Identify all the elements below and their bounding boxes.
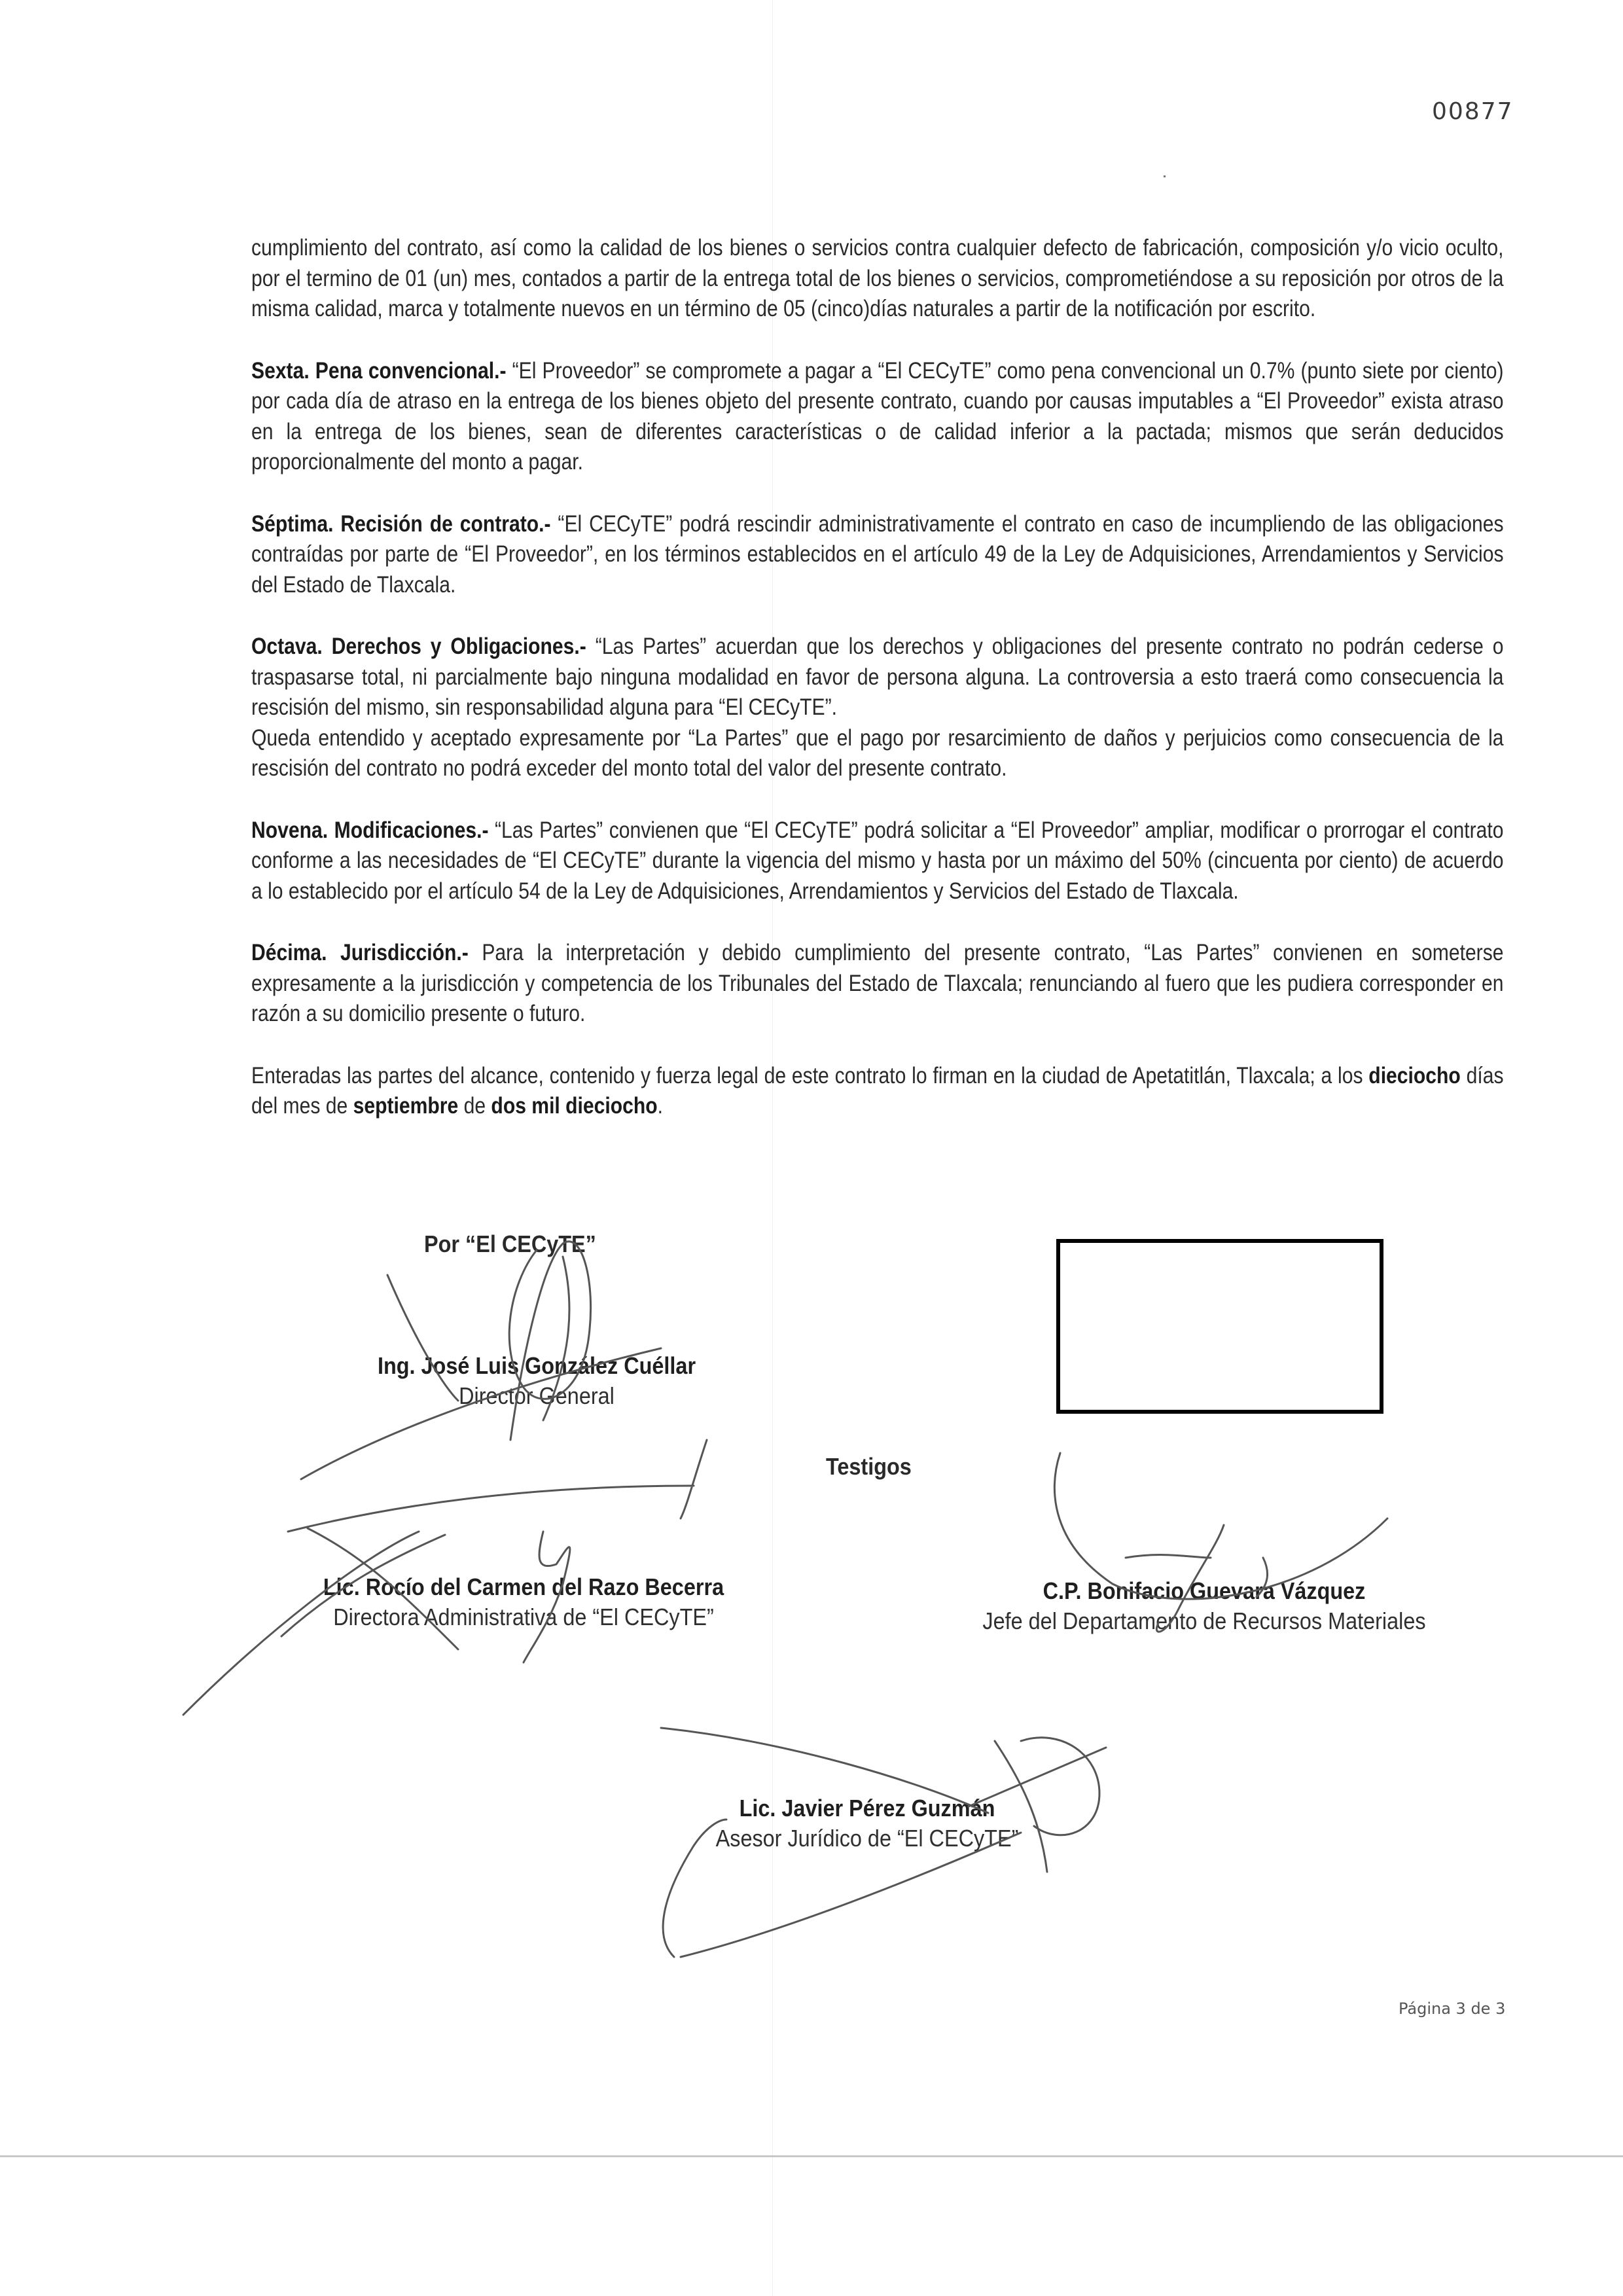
closing-text: días del mes de (251, 1062, 1504, 1119)
closing-text: Enteradas las partes del alcance, contenido y fuerza legal de este contrato lo firman en la ciudad de Apetatitlán, Tlaxcala; a los (251, 1062, 1369, 1088)
signature-block-admin (262, 1572, 785, 1632)
clause-heading: Octava. Derechos y Obligaciones.- (251, 634, 586, 659)
clause-heading: Novena. Modificaciones.- (251, 817, 489, 843)
closing-month: septiembre (353, 1093, 459, 1119)
clause-quinta-continuation (251, 233, 1504, 325)
por-cecyte-label: Por “El CECyTE” (424, 1230, 596, 1257)
clause-decima (251, 938, 1504, 1030)
signatory-role: Directora Administrativa de “El CECyTE” (333, 1604, 714, 1630)
contract-body (251, 233, 1504, 1153)
closing-year: dos mil dieciocho (491, 1093, 658, 1119)
closing-day: dieciocho (1368, 1062, 1461, 1088)
clause-text-continued: Queda entendido y aceptado expresamente por “La Partes” que el pago por resarcimiento de daños y perjuicios como consecuencia de la rescisión del contrato no podrá exceder del monto total del valor del presente contrato. (251, 725, 1504, 781)
signatory-name: C.P. Bonifacio Guevara Vázquez (1043, 1577, 1366, 1604)
closing-text: . (657, 1093, 664, 1119)
signatory-role: Asesor Jurídico de “El CECyTE” (715, 1825, 1019, 1852)
signatory-role: Director General (459, 1382, 615, 1409)
scan-speck (1164, 175, 1166, 177)
clause-text: cumplimiento del contrato, así como la calidad de los bienes o servicios contra cualquier defecto de fabricación, composición y/o vicio oculto, por el termino de 01 (un) mes, contados a partir de la entrega total de los bienes o servicios, comprometiéndose a su reposición por otros de la misma calidad, marca y totalmente nuevos en un término de 05 (cinco)días naturales a partir de la notificación por escrito. (251, 235, 1504, 321)
page-number-footer: Página 3 de 3 (1399, 2000, 1506, 2018)
scan-edge-line (0, 2155, 1623, 2157)
clause-text: “Las Partes” acuerdan que los derechos y obligaciones del presente contrato no podrán cederse o traspasarse total, ni parcialmente bajo ninguna modalidad en favor de persona alguna. La controversia a esto traerá como consecuencia la rescisión del mismo, sin responsabilidad alguna para “El CECyTE”. (251, 634, 1504, 720)
signatory-name: Ing. José Luis González Cuéllar (377, 1352, 696, 1379)
signature-block-director (308, 1351, 766, 1411)
clause-heading: Décima. Jurisdicción.- (251, 940, 469, 965)
signatory-role: Jefe del Departamento de Recursos Materiales (982, 1607, 1426, 1634)
clause-text: Para la interpretación y debido cumplimiento del presente contrato, “Las Partes” convienen en someterse expresamente a la jurisdicción y competencia de los Tribunales del Estado de Tlaxcala; renunciando al fuero que les pudiera corresponder en razón a su domicilio presente o futuro. (251, 940, 1504, 1026)
folio-number: 00877 (1432, 98, 1514, 125)
signatory-name: Lic. Rocío del Carmen del Razo Becerra (323, 1573, 724, 1600)
closing-statement (251, 1061, 1504, 1122)
clause-text: “El Proveedor” se compromete a pagar a “El CECyTE” como pena convencional un 0.7% (punto siete por ciento) por cada día de atraso en la entrega de los bienes objeto del presente contrato, cuando por causas imputables a “El Proveedor” exista atraso en la entrega de los bienes, sean de diferentes características o de calidad inferior a la pactada; mismos que serán deducidos proporcionalmente del monto a pagar. (251, 357, 1504, 475)
clause-sexta (251, 356, 1504, 478)
signature-block-materiales (942, 1576, 1466, 1636)
clause-text: “Las Partes” convienen que “El CECyTE” podrá solicitar a “El Proveedor” ampliar, modificar o prorrogar el contrato conforme a las necesidades de “El CECyTE” durante la vigencia del mismo y hasta por un máximo del 50% (cincuenta por ciento) de acuerdo a lo establecido por el artículo 54 de la Ley de Adquisiciones, Arrendamientos y Servicios del Estado de Tlaxcala. (251, 817, 1504, 904)
closing-text: de (458, 1093, 491, 1119)
witnesses-label: Testigos (826, 1453, 912, 1480)
clause-heading: Séptima. Recisión de contrato.- (251, 511, 551, 537)
clause-septima (251, 509, 1504, 601)
clause-text: “El CECyTE” podrá rescindir administrativamente el contrato en caso de incumpliendo de las obligaciones contraídas por parte de “El Proveedor”, en los términos establecidos en el artículo 49 de la Ley de Adquisiciones, Arrendamientos y Servicios del Estado de Tlaxcala. (251, 511, 1504, 598)
signature-block-juridico (654, 1793, 1080, 1854)
clause-novena (251, 816, 1504, 907)
redacted-signature-box (1056, 1239, 1383, 1414)
clause-octava (251, 632, 1504, 784)
signatory-name: Lic. Javier Pérez Guzmán (739, 1795, 995, 1821)
clause-heading: Sexta. Pena convencional.- (251, 357, 507, 384)
